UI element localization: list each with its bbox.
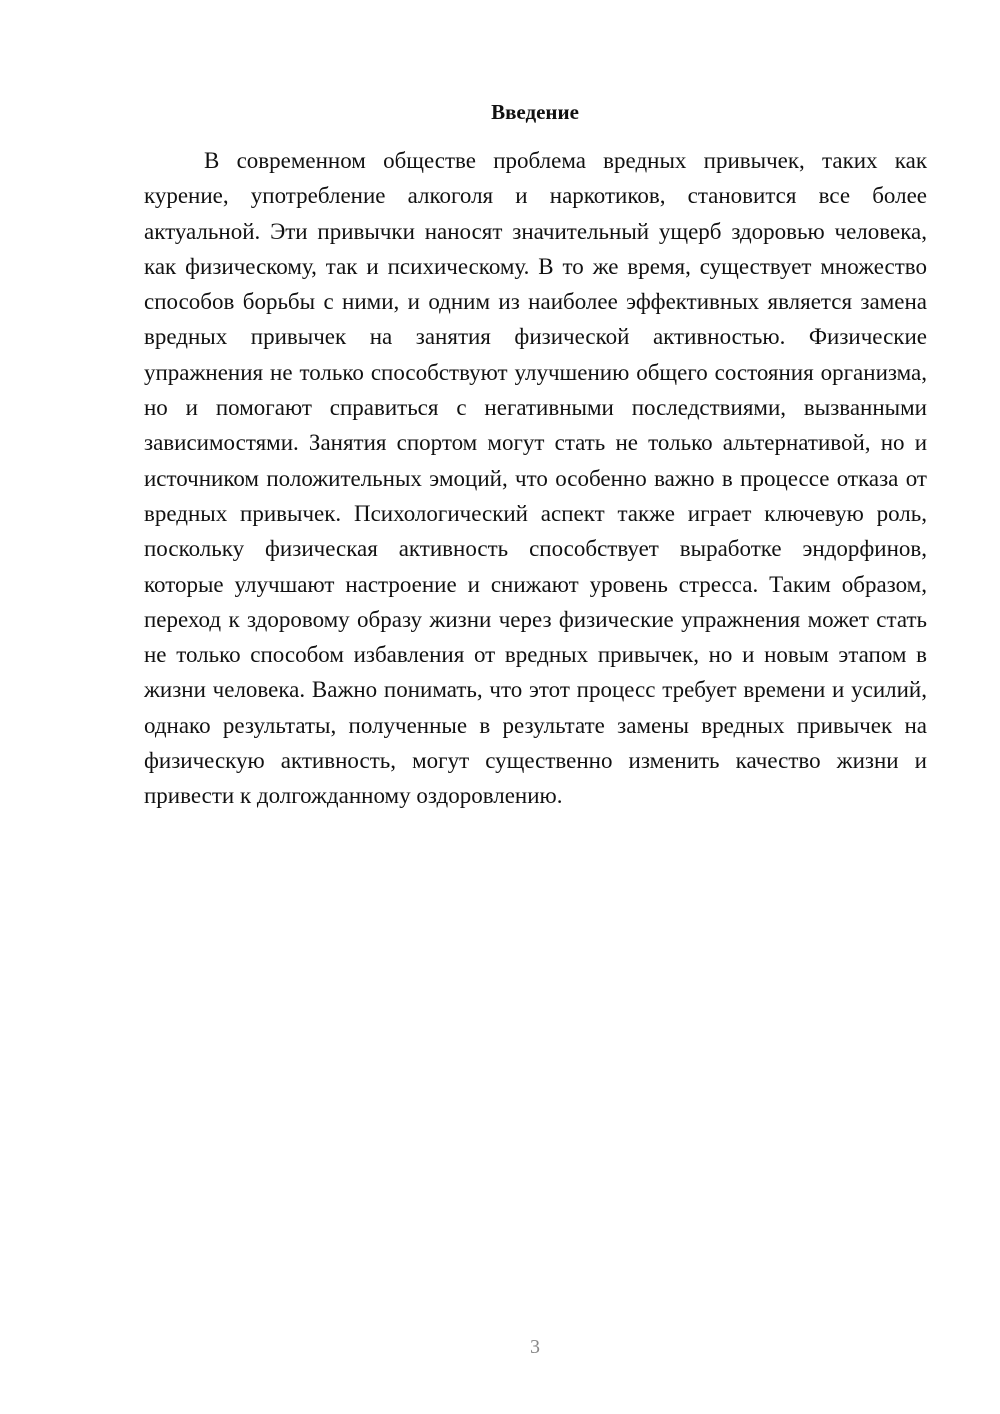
page-number: 3 [530,1336,540,1358]
body-paragraph: В современном обществе проблема вредных привычек, таких как курение, употребление алкоголя и наркотиков, становится все более актуальной. Эти привычки наносят значительный ущерб здоровью человека, как физическому, так и психическому. В то же время, существует множество способов борьбы с ними, и одним из наиболее эффективных является замена вредных привычек на занятия физической активностью. Физические упражнения не только способствуют улучшению общего состояния организма, но и помогают справиться с негативными последствиями, вызванными зависимостями. Занятия спортом могут стать не только альтернативой, но и источником положительных эмоций, что особенно важно в процессе отказа от вредных привычек. Психологический аспект также играет ключевую роль, поскольку физическая активность способствует выработке эндорфинов, которые улучшают настроение и снижают уровень стресса. Таким образом, переход к здоровому образу жизни через физические упражнения может стать не только способом избавления от вредных привычек, но и новым этапом в жизни человека. Важно понимать, что этот процесс требует времени и усилий, однако результаты, полученные в результате замены вредных привычек на физическую активность, могут существенно изменить качество жизни и привести к долгожданному оздоровлению. [144,148,927,809]
section-heading: Введение [491,100,579,124]
